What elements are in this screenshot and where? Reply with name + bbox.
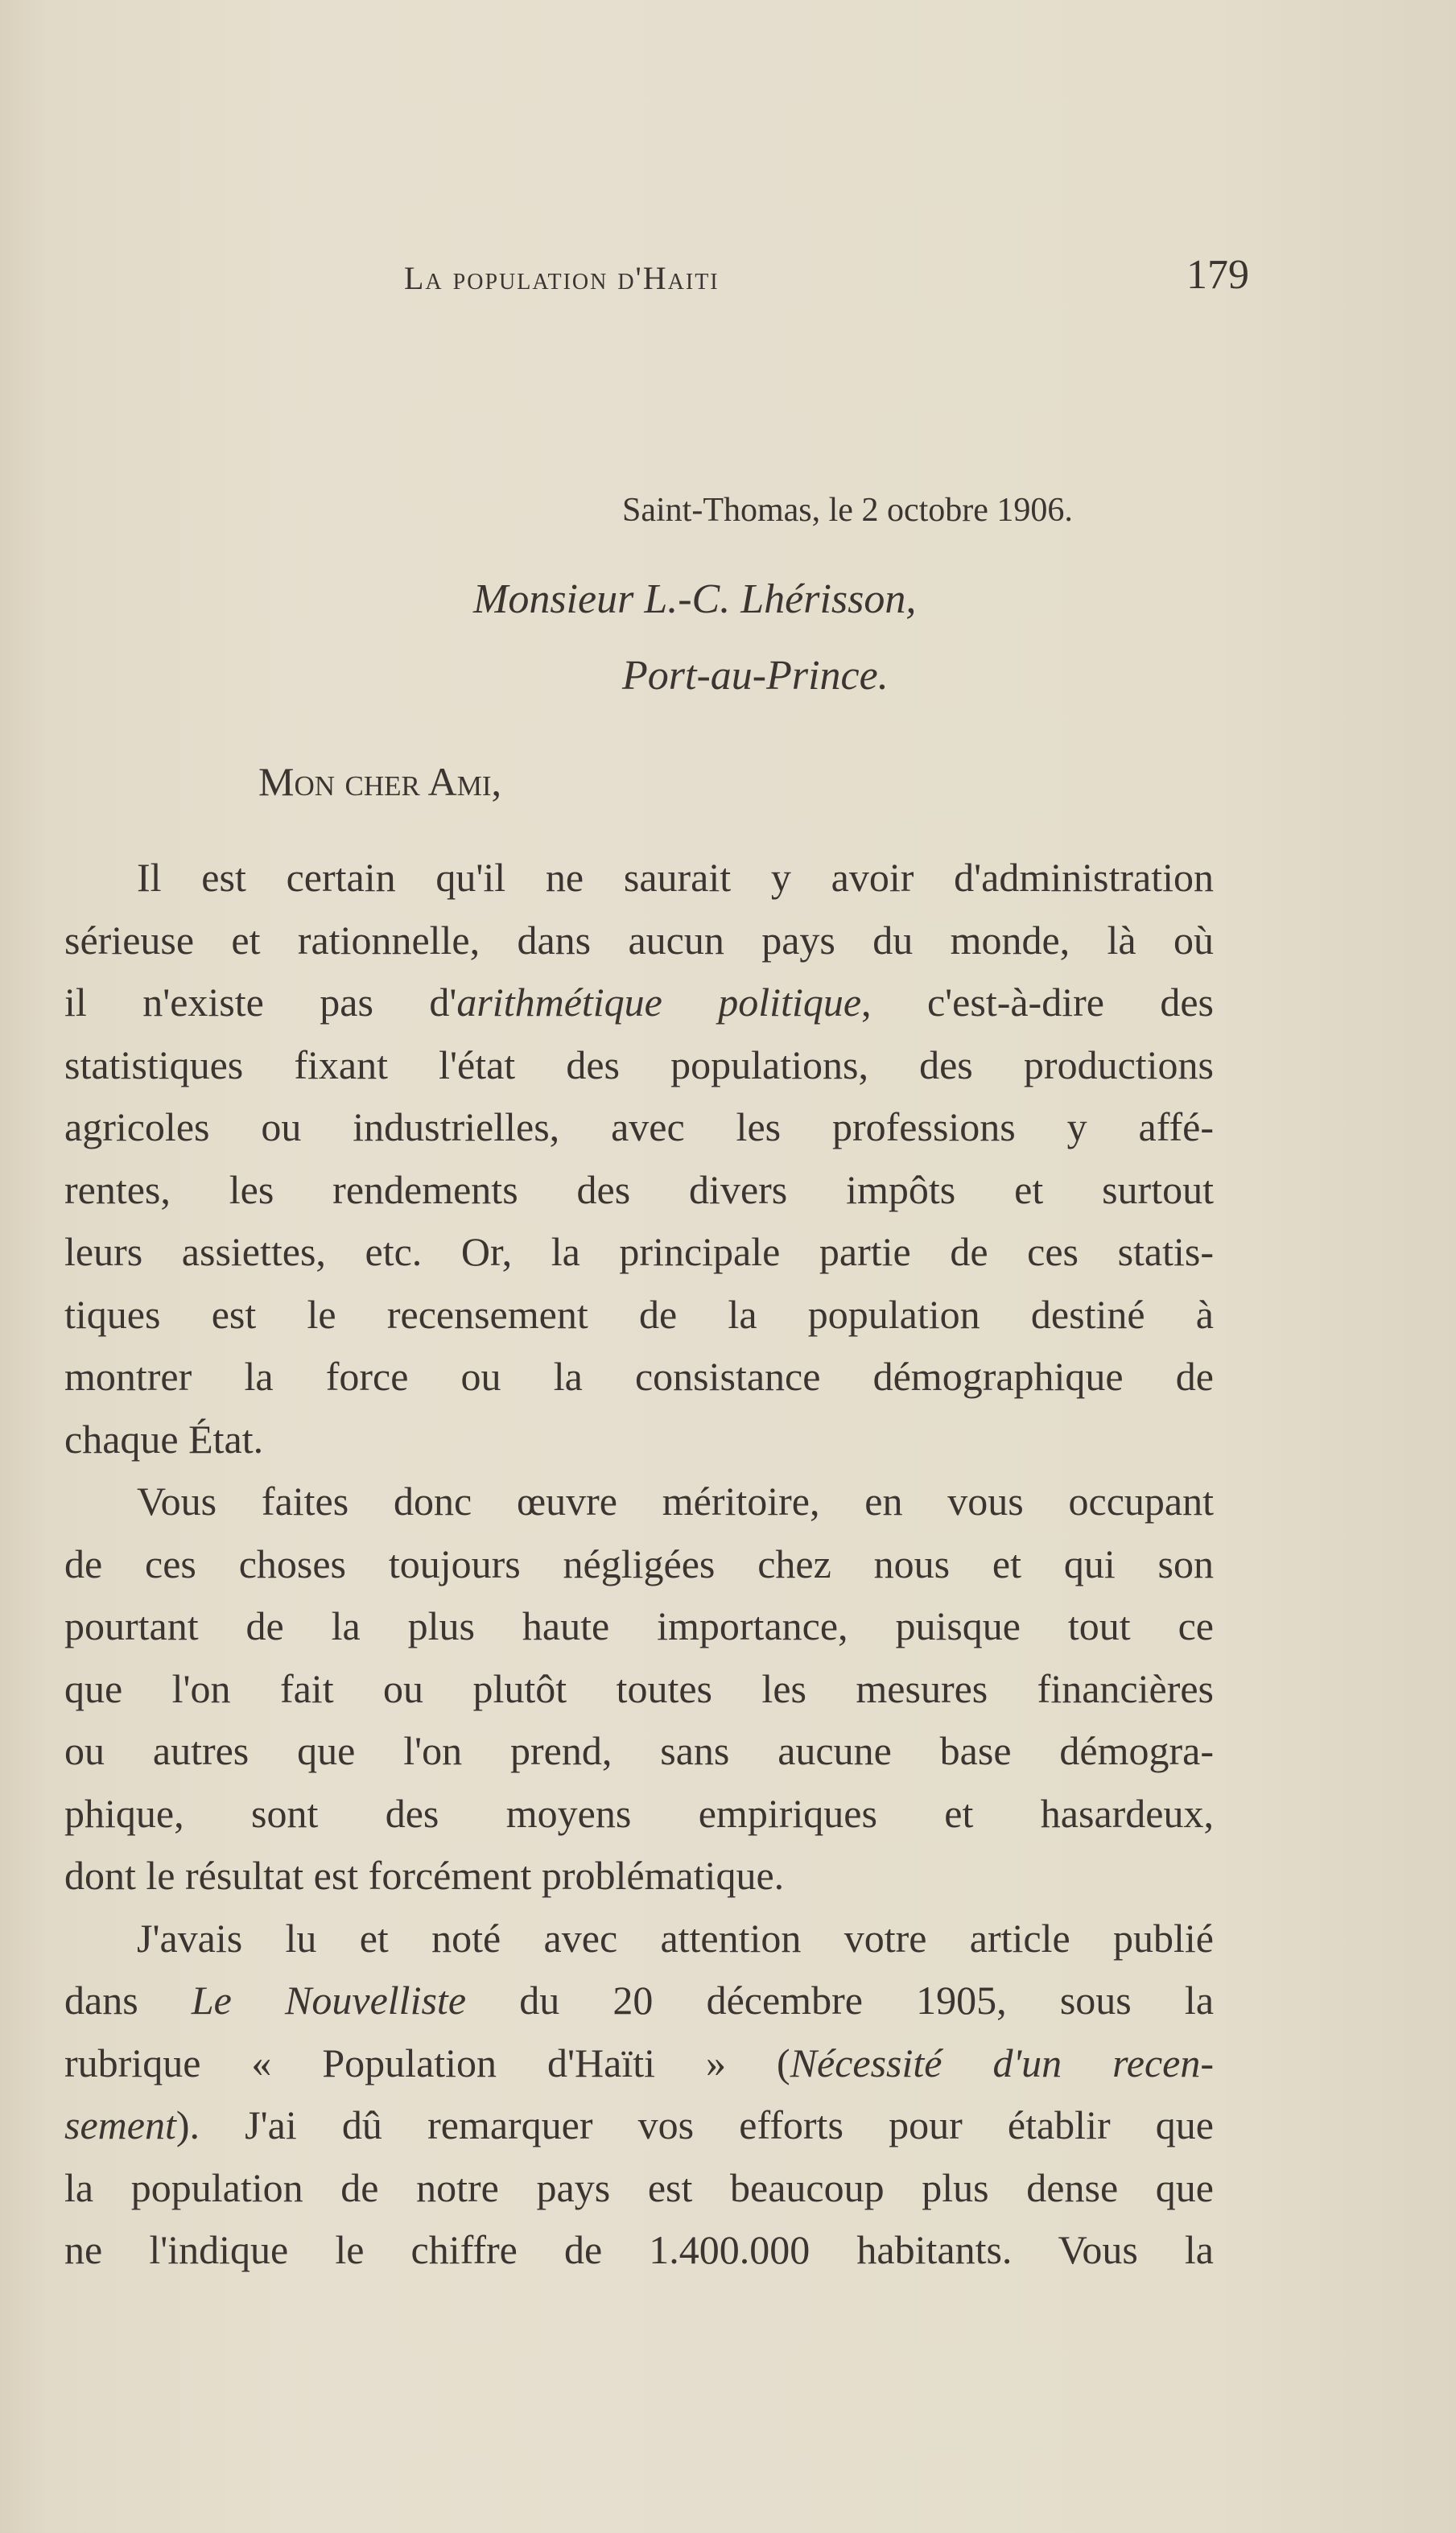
body-text: pourtant de la plus haute importance, puisque tout ce [64, 1603, 1214, 1648]
body-text: que l'on fait ou plutôt toutes les mesures financières [64, 1665, 1214, 1711]
body-text: la population de notre pays est beaucoup plus dense que [64, 2164, 1214, 2210]
italic-text: Nécessité d'un recen- [790, 2040, 1215, 2085]
italic-text: arithmétique politique [456, 980, 862, 1025]
body-text: rubrique « Population d'Haïti » ( [64, 2040, 790, 2085]
body-text: phique, sont des moyens empiriques et hasardeux, [64, 1790, 1214, 1836]
body-line [64, 910, 1214, 972]
body-text: ne l'indique le chiffre de 1.400.000 habitants. Vous la [64, 2227, 1214, 2272]
body-line [64, 1970, 1214, 2032]
letter-place: Port-au-Prince. [622, 653, 889, 699]
body-line [64, 1783, 1214, 1846]
body-text: du 20 décembre 1905, sous la [466, 1978, 1215, 2023]
body-text: agricoles ou industrielles, avec les professions y affé- [64, 1104, 1214, 1149]
body-text: de ces choses toujours négligées chez nous et qui son [64, 1541, 1214, 1586]
italic-text: sement [64, 2102, 176, 2147]
body-line [64, 1034, 1214, 1097]
body-line [64, 972, 1214, 1034]
letter-addressee: Monsieur L.-C. Lhérisson, [473, 576, 917, 622]
body-line [64, 1096, 1214, 1159]
body-text: leurs assiettes, etc. Or, la principale partie de ces statis- [64, 1229, 1214, 1274]
letter-body [64, 847, 1214, 2282]
body-text: sérieuse et rationnelle, dans aucun pays du monde, là où [64, 917, 1214, 963]
body-text: rentes, les rendements des divers impôts et surtout [64, 1166, 1214, 1212]
body-line [64, 1471, 1214, 1533]
body-text: Vous faites donc œuvre méritoire, en vous occupant [137, 1479, 1214, 1524]
body-line [64, 2219, 1214, 2282]
letter-salutation: Mon cher Ami, [258, 759, 501, 804]
body-text: dans [64, 1978, 192, 2023]
body-line [64, 2032, 1214, 2095]
body-text: statistiques fixant l'état des populations, des productions [64, 1042, 1214, 1087]
body-line [64, 1409, 1214, 1471]
body-text: J'avais lu et noté avec attention votre article publié [137, 1915, 1214, 1961]
body-line [64, 1908, 1214, 1970]
body-line [64, 1284, 1214, 1347]
body-line [64, 2157, 1214, 2220]
body-line [64, 1346, 1214, 1409]
body-line [64, 1658, 1214, 1721]
body-text: ou autres que l'on prend, sans aucune base démogra- [64, 1728, 1214, 1773]
body-text: il n'existe pas d' [64, 980, 457, 1025]
body-line [64, 1595, 1214, 1658]
body-line [64, 1221, 1214, 1284]
body-line [64, 847, 1214, 910]
body-line [64, 1533, 1214, 1596]
body-line [64, 1845, 1214, 1908]
body-text: ). J'ai dû remarquer vos efforts pour établir que [175, 2102, 1214, 2147]
body-text: tiques est le recensement de la population destiné à [64, 1291, 1214, 1337]
body-line [64, 1159, 1214, 1222]
running-head-title: La population d'Haiti [404, 260, 720, 296]
italic-text: Le Nouvelliste [191, 1978, 467, 2023]
body-text: dont le résultat est forcément problématique. [64, 1853, 785, 1898]
body-text: Il est certain qu'il ne saurait y avoir d'administration [137, 855, 1214, 900]
page-number: 179 [1186, 252, 1249, 298]
body-line [64, 2094, 1214, 2157]
letter-dateline: Saint-Thomas, le 2 octobre 1906. [622, 492, 1073, 529]
body-line [64, 1720, 1214, 1783]
body-text: , c'est-à-dire des [861, 980, 1215, 1025]
body-text: montrer la force ou la consistance démographique de [64, 1354, 1214, 1399]
body-text: chaque État. [64, 1416, 264, 1462]
